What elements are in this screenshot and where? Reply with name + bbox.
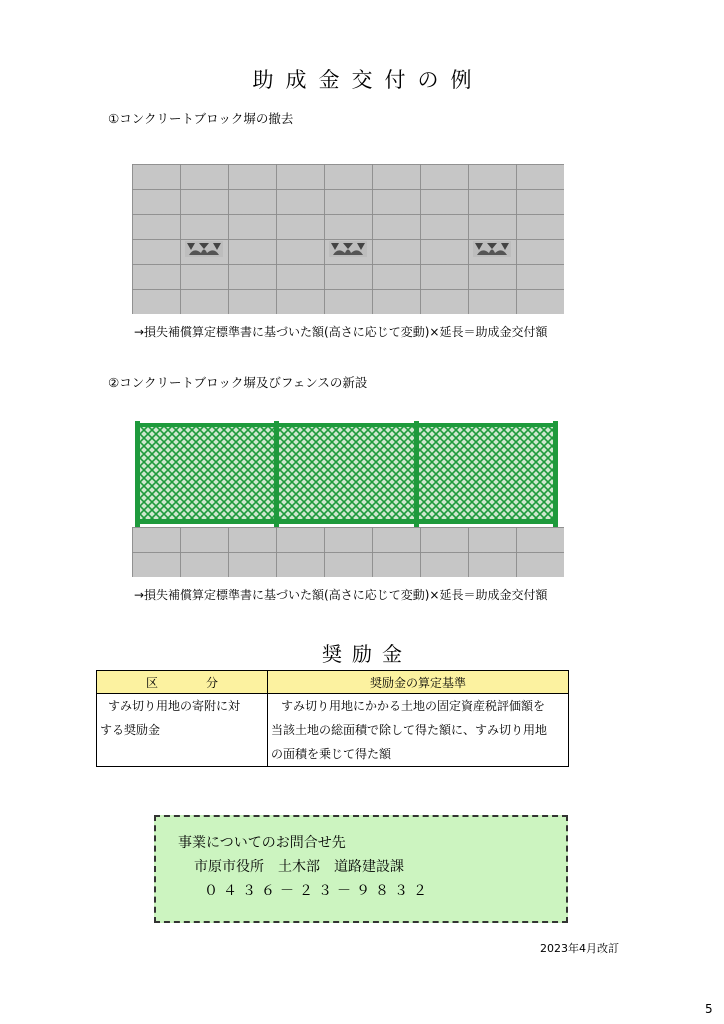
vent-block-icon (473, 241, 511, 257)
block-wall-image (132, 164, 564, 314)
criteria-line: の面積を乗じて得た額 (271, 747, 392, 761)
page-title: 助成金交付の例 (252, 68, 484, 92)
revision-date: 2023年4月改訂 (540, 942, 619, 955)
section1-label: ①コンクリートブロック塀の撤去 (108, 111, 294, 126)
criteria-line: 当該土地の総面積で除して得た額に、すみ切り用地 (271, 723, 548, 737)
block-wall-base-image (132, 527, 564, 577)
table-header-category: 区 分 (97, 671, 268, 694)
section1-caption: →損失補償算定標準書に基づいた額(高さに応じて変動)×延長＝助成金交付額 (134, 325, 548, 339)
table-row (97, 694, 569, 767)
section2-caption: →損失補償算定標準書に基づいた額(高さに応じて変動)×延長＝助成金交付額 (134, 588, 548, 602)
page-number: 5 (705, 1002, 713, 1016)
category-line: する奨励金 (100, 723, 161, 737)
fence-image (132, 418, 564, 530)
incentive-table (96, 670, 569, 767)
contact-heading: 事業についてのお問合せ先 (178, 835, 346, 851)
table-cell-criteria (268, 694, 569, 767)
contact-phone: ０４３６－２３－９８３２ (204, 883, 432, 899)
contact-department: 市原市役所 土木部 道路建設課 (194, 859, 404, 875)
table-cell-category (97, 694, 268, 767)
table-header-criteria: 奨励金の算定基準 (268, 671, 569, 694)
incentive-title: 奨励金 (322, 642, 412, 666)
contact-box (154, 815, 568, 923)
vent-block-icon (329, 241, 367, 257)
vent-block-icon (185, 241, 223, 257)
section2-label: ②コンクリートブロック塀及びフェンスの新設 (108, 375, 368, 390)
table-header-row (97, 671, 569, 694)
criteria-line: すみ切り用地にかかる土地の固定資産税評価額を (281, 699, 546, 713)
category-line: すみ切り用地の寄附に対 (108, 699, 241, 713)
